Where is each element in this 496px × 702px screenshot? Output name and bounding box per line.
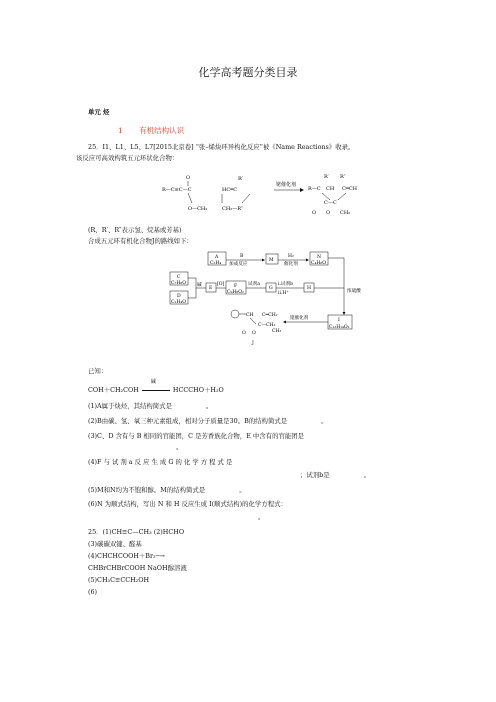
box-g: G	[269, 286, 273, 291]
section-label: 有机结构认识	[139, 126, 185, 135]
svg-text:HC═C: HC═C	[222, 187, 238, 193]
answer-4: (4)CHCHCOOH＋Br₂─→	[88, 552, 165, 560]
box-c-formula: C₇H₆O	[171, 281, 186, 286]
question-1: (1)A属于炔烃，其结构简式是 。	[88, 402, 213, 410]
svg-text:R′: R′	[324, 174, 329, 180]
unit-heading: 单元 烃	[88, 108, 110, 116]
acid-label: ii.H⁺	[278, 291, 289, 296]
rh-catalyst-label: 铑催化剂	[276, 182, 297, 188]
problem-stem-line1: 25．I1、L1、L5、L7[2015北京卷] “张–烯炔环异构化反应”被《Name Reactions》收录。	[88, 143, 355, 151]
box-a: A	[215, 255, 219, 260]
svg-text:R—C: R—C	[308, 186, 321, 192]
answer-3: (3)碳碳双键、醛基	[88, 540, 142, 548]
svg-text:O: O	[242, 331, 246, 336]
question-5: (5)M和N均为不饱和醇。M的结构简式是 。	[88, 486, 246, 494]
question-4b: ；试剂b是 。	[300, 471, 371, 479]
known-eq-arrow	[141, 379, 171, 394]
problem-stem-line2: 该反应可高效构筑五元环状化合物：	[76, 154, 179, 162]
document-title: 化学高考题分类目录	[198, 66, 298, 79]
svg-text:O: O	[326, 210, 331, 216]
conc-sulfuric-label: 浓硫酸	[347, 289, 361, 294]
question-2: (2)B由碳、氢、氧三种元素组成，相对分子质量是30。B的结构简式是 。	[88, 417, 328, 425]
h2-label: H₂	[288, 254, 294, 259]
box-a-formula: C₃H₄	[210, 261, 222, 266]
box-d: D	[177, 294, 181, 299]
base-label: 碱	[197, 283, 202, 288]
svg-text:CH₂—R″: CH₂—R″	[222, 206, 243, 212]
box-i-formula: C₁₃H₁₄O₂	[329, 325, 350, 330]
reagent-a-label: 试剂a	[248, 282, 260, 287]
svg-text:CH: CH	[326, 186, 335, 192]
answer-1-2: 25．(1)CH≡C—CH₃ (2)HCHO	[88, 528, 185, 536]
svg-text:O: O	[252, 331, 256, 336]
svg-text:R′: R′	[238, 176, 243, 182]
box-e-oxidation: [O]	[217, 282, 225, 287]
box-n: N	[317, 255, 322, 260]
box-i: I	[338, 318, 340, 323]
box-c: C	[177, 275, 181, 280]
svg-text:O—CH₂: O—CH₂	[188, 206, 208, 212]
question-3-end: 。	[176, 443, 183, 451]
svg-text:CH₂: CH₂	[340, 210, 351, 216]
svg-text:C═CH₂: C═CH₂	[262, 313, 278, 318]
svg-text:C═CH: C═CH	[342, 186, 358, 192]
synthesis-route	[166, 248, 366, 352]
answer-5: (5)CH₃C≡CCH₂OH	[88, 576, 150, 584]
svg-text:R″: R″	[340, 174, 346, 180]
answer-4b: CHBrCHBrCOOH NaOH醇溶液	[88, 564, 187, 572]
box-j: J	[252, 341, 254, 346]
addition-label: 加成反应	[229, 262, 248, 267]
box-f: F	[234, 284, 238, 289]
box-e: E	[209, 286, 213, 291]
reaction-scheme	[162, 170, 372, 216]
question-6: (6)N 为顺式结构，写出 N 和 H 反应生成 I(顺式结构)的化学方程式：	[88, 500, 287, 508]
known-eq-condition: 碱	[150, 379, 156, 385]
section-heading	[118, 127, 184, 135]
svg-text:O: O	[312, 210, 317, 216]
known-eq-right: HCCCHO＋H₂O	[172, 386, 224, 394]
svg-text:R—C≡C—C: R—C≡C—C	[162, 187, 192, 193]
svg-text:CH: CH	[246, 313, 254, 318]
substituent-note: (R、R′、R″表示氢、烷基或芳基)	[88, 226, 182, 234]
svg-text:O: O	[186, 175, 191, 181]
section-number: 1	[118, 126, 123, 135]
rh-catalyst-route-label: 铑催化剂	[290, 316, 309, 321]
catalyst-label: 催化剂	[284, 262, 298, 267]
known-eq-left: COH＋CH₂COH	[88, 386, 139, 394]
box-f-formula: C₉H₈O₂	[227, 290, 244, 295]
svg-text:C—C: C—C	[324, 200, 337, 206]
box-h: H	[307, 286, 312, 291]
route-intro: 合成五元环有机化合物J的路线如下：	[88, 237, 193, 245]
known-label: 已知：	[88, 367, 108, 375]
svg-text:CH₃: CH₃	[272, 329, 282, 334]
svg-text:C—CH₂: C—CH₂	[258, 323, 276, 328]
box-m: M	[269, 258, 274, 263]
question-4: (4)F 与 试 剂 a 反 应 生 成 G 的 化 学 方 程 式 是	[88, 458, 233, 466]
question-6-end: 。	[258, 513, 265, 521]
answer-6: (6)	[88, 588, 98, 596]
box-n-formula: C₄H₈O	[311, 261, 326, 266]
reagent-b-label: i.试剂b	[278, 282, 294, 287]
known-equation	[88, 379, 224, 394]
route-b: B	[240, 254, 244, 259]
box-d-formula: C₂H₄O	[171, 300, 186, 305]
question-3: (3)C、D 含有与 B 相同的官能团，C 是芳香族化合物，E 中含有的官能团是	[88, 432, 305, 440]
